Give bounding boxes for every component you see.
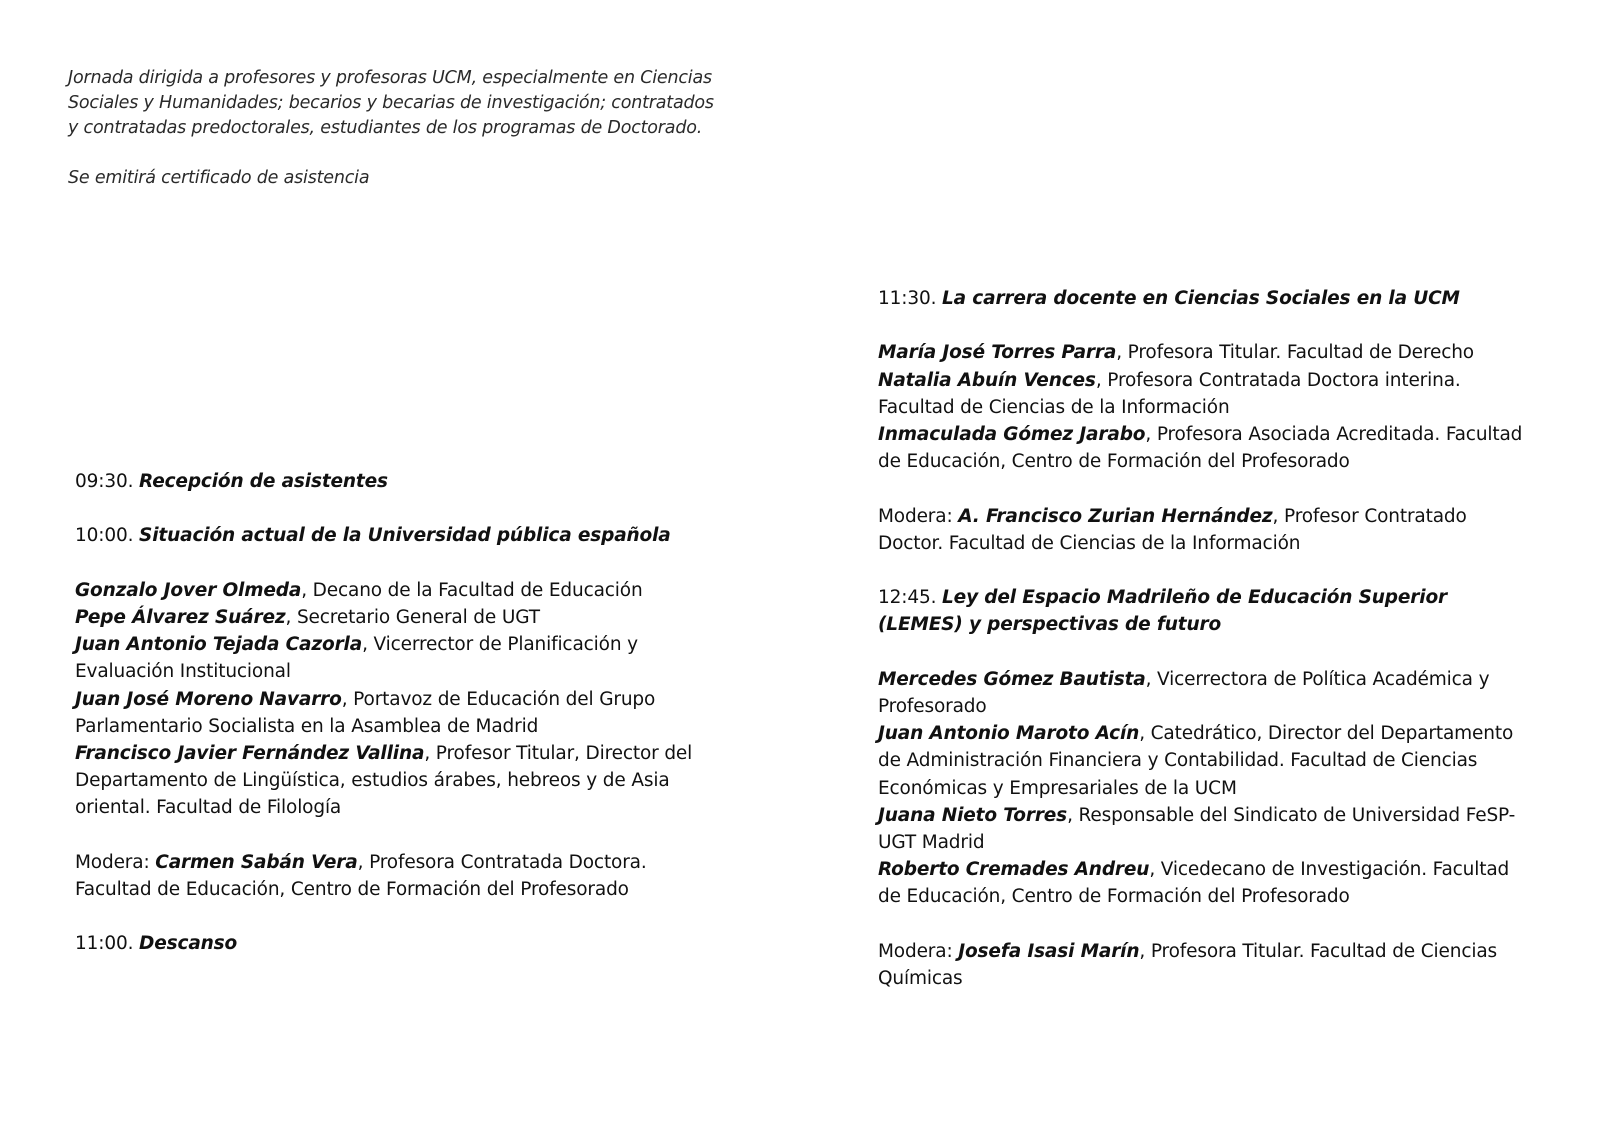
speaker-role: , Vicerrector de Planificación y Evaluación Institucional: [75, 634, 638, 683]
speaker-list: [878, 666, 1528, 911]
speaker-list: [75, 577, 725, 822]
speaker-entry: [75, 604, 725, 631]
speaker-entry: [878, 666, 1528, 720]
session-break: [75, 930, 725, 957]
speaker-role: , Responsable del Sindicato de Universidad FeSP-UGT Madrid: [878, 804, 1516, 853]
intro-text: [68, 66, 718, 191]
speaker-entry: [75, 577, 725, 604]
speaker-role: , Vicerrectora de Política Académica y Profesorado: [878, 668, 1490, 717]
certificate-note: Se emitirá certificado de asistencia: [68, 168, 370, 188]
program-right-column: [878, 285, 1528, 1019]
session-title: Recepción de asistentes: [139, 471, 388, 492]
speaker-name: Mercedes Gómez Bautista: [878, 668, 1146, 690]
speaker-role: , Catedrático, Director del Departamento de Administración Financiera y Contabilidad. Facultad de Ciencias Económicas y Empresariales de la UCM: [878, 723, 1514, 799]
speaker-role: , Portavoz de Educación del Grupo Parlamentario Socialista en la Asamblea de Madrid: [75, 688, 656, 737]
program-left-column: [75, 468, 725, 985]
moderator-name: Carmen Sabán Vera: [155, 851, 358, 873]
moderator-entry: [878, 503, 1528, 557]
session-time: 09:30.: [75, 471, 134, 492]
moderator-entry: [75, 849, 725, 903]
speaker-entry: [878, 802, 1528, 856]
audience-note: Jornada dirigida a profesores y profesoras UCM, especialmente en Ciencias Sociales y Humanidades; becarios y becarias de investigación; contratados y contratadas predoctorales, estudiantes de los programas de Doctorado.: [68, 68, 714, 138]
session-current-situation: [75, 522, 725, 549]
moderator-role: , Profesora Contratada Doctora. Facultad de Educación, Centro de Formación del Profesorado: [75, 851, 647, 900]
speaker-name: Roberto Cremades Andreu: [878, 859, 1150, 881]
speaker-entry: [75, 686, 725, 740]
session-title: Situación actual de la Universidad pública española: [139, 525, 671, 547]
session-title: La carrera docente en Ciencias Sociales en la UCM: [942, 288, 1460, 309]
moderator-name: A. Francisco Zurian Hernández: [958, 505, 1273, 527]
moderator-label: Modera:: [878, 940, 959, 962]
speaker-name: Gonzalo Jover Olmeda: [75, 579, 302, 601]
speaker-name: Natalia Abuín Vences: [878, 369, 1096, 391]
session-title: Descanso: [139, 933, 238, 955]
moderator-role: , Profesor Contratado Doctor. Facultad de Ciencias de la Información: [878, 505, 1467, 554]
speaker-role: , Decano de la Facultad de Educación: [301, 579, 643, 601]
moderator-role: , Profesora Titular. Facultad de Ciencias Químicas: [878, 940, 1498, 989]
speaker-name: Inmaculada Gómez Jarabo: [878, 424, 1146, 445]
session-title: Ley del Espacio Madrileño de Educación Superior (LEMES) y perspectivas de futuro: [878, 587, 1447, 636]
session-time: 12:45.: [878, 587, 937, 609]
session-time: 11:00.: [75, 933, 134, 955]
speaker-name: Juana Nieto Torres: [878, 804, 1068, 826]
speaker-name: Pepe Álvarez Suárez: [75, 606, 286, 628]
speaker-name: Juan José Moreno Navarro: [75, 688, 342, 710]
speaker-name: Juan Antonio Tejada Cazorla: [75, 634, 363, 656]
speaker-name: Juan Antonio Maroto Acín: [878, 723, 1140, 745]
speaker-entry: [75, 740, 725, 822]
speaker-name: Francisco Javier Fernández Vallina: [75, 743, 425, 764]
session-reception: [75, 468, 725, 495]
speaker-entry: [878, 856, 1528, 910]
speaker-entry: [878, 720, 1528, 802]
speaker-role: , Profesor Titular, Director del Departamento de Lingüística, estudios árabes, hebreos y de Asia oriental. Facultad de Filología: [75, 743, 693, 819]
session-teaching-career: [878, 285, 1528, 312]
speaker-role: , Vicedecano de Investigación. Facultad de Educación, Centro de Formación del Profesorado: [878, 859, 1510, 908]
speaker-entry: [75, 631, 725, 685]
session-time: 10:00.: [75, 525, 134, 547]
speaker-name: María José Torres Parra: [878, 342, 1117, 364]
moderator-name: Josefa Isasi Marín: [958, 940, 1140, 962]
speaker-role: , Profesora Contratada Doctora interina. Facultad de Ciencias de la Información: [878, 369, 1461, 418]
speaker-entry: [878, 421, 1528, 475]
moderator-entry: [878, 938, 1528, 992]
speaker-role: , Profesora Titular. Facultad de Derecho: [1116, 342, 1474, 364]
moderator-label: Modera:: [75, 851, 156, 873]
session-lemes: [878, 584, 1528, 638]
speaker-list: [878, 339, 1528, 475]
speaker-role: , Secretario General de UGT: [285, 606, 540, 628]
session-time: 11:30.: [878, 288, 937, 309]
moderator-label: Modera:: [878, 505, 959, 527]
speaker-entry: [878, 339, 1528, 366]
speaker-role: , Profesora Asociada Acreditada. Facultad de Educación, Centro de Formación del Profesorado: [878, 424, 1523, 473]
speaker-entry: [878, 367, 1528, 421]
